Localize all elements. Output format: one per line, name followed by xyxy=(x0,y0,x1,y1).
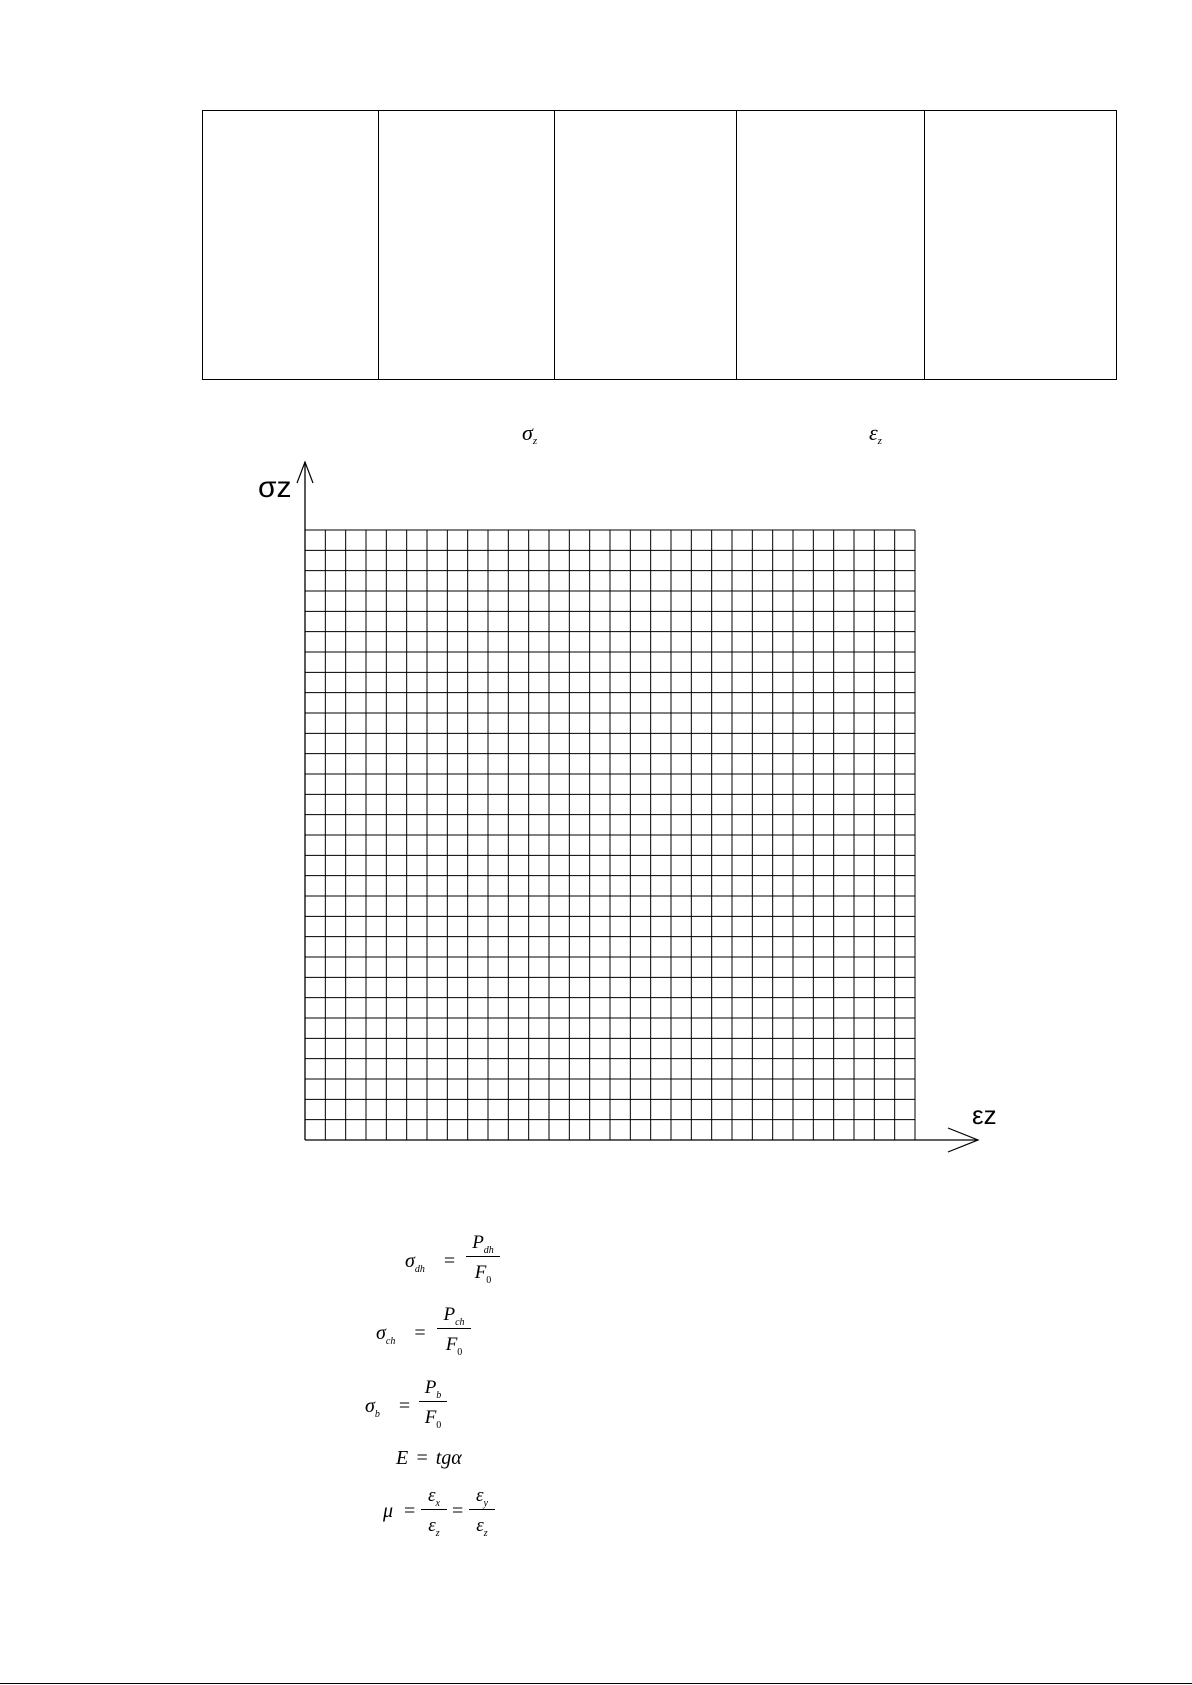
formula-num-sub: y xyxy=(483,1498,488,1509)
formula-num: P xyxy=(443,1304,456,1325)
formula-sigma-dh xyxy=(405,1250,455,1273)
formula-sigma-b xyxy=(365,1395,410,1418)
caption-sigma-subscript: z xyxy=(532,435,538,447)
formula-den: F xyxy=(445,1334,458,1355)
formula-poisson-eq2 xyxy=(452,1500,463,1523)
formula-num-sub: x xyxy=(435,1498,440,1509)
formula-num-sub: ch xyxy=(455,1317,465,1328)
formula-lhs-sub: ch xyxy=(385,1336,396,1347)
formula-eq: = xyxy=(443,1250,456,1272)
formula-sigma-ch-fraction xyxy=(437,1304,471,1358)
formula-eq: = xyxy=(452,1500,464,1522)
page-bottom-rule xyxy=(0,1683,1192,1684)
formula-lhs-sub: b xyxy=(374,1409,380,1420)
formula-lhs: σ xyxy=(365,1395,375,1417)
formula-lhs: σ xyxy=(405,1250,415,1272)
caption-epsilon-subscript: z xyxy=(877,435,882,447)
formula-num: ε xyxy=(428,1485,436,1506)
formula-sigma-dh-fraction xyxy=(466,1232,500,1286)
formula-den: F xyxy=(474,1262,487,1283)
formula-den: ε xyxy=(428,1515,436,1536)
formula-num-sub: b xyxy=(436,1390,442,1401)
x-axis-label-text: εz xyxy=(972,1100,997,1130)
formula-den: F xyxy=(424,1407,437,1428)
formula-eq: = xyxy=(398,1395,411,1417)
y-axis-label-text: σz xyxy=(258,471,292,504)
formula-poisson-lhs xyxy=(383,1500,415,1523)
formula-num: P xyxy=(424,1377,437,1398)
formula-den-sub: z xyxy=(483,1528,488,1539)
formula-lhs: σ xyxy=(376,1322,386,1344)
caption-sigma-symbol: σ xyxy=(522,420,533,445)
formula-eq: = xyxy=(404,1500,416,1522)
formula-num-sub: dh xyxy=(483,1245,494,1256)
formula-num: ε xyxy=(476,1485,484,1506)
formula-poisson-fraction-1 xyxy=(421,1485,447,1539)
formula-text: E = tgα xyxy=(396,1447,462,1469)
formula-lhs: μ xyxy=(383,1500,394,1522)
formula-num: P xyxy=(472,1232,484,1253)
formula-poisson-fraction-2 xyxy=(469,1485,495,1539)
formula-eq: = xyxy=(414,1322,426,1344)
formula-sigma-b-fraction xyxy=(419,1377,447,1431)
formula-den: ε xyxy=(476,1515,484,1536)
formula-den-sub: 0 xyxy=(486,1275,492,1286)
formula-den-sub: z xyxy=(435,1528,440,1539)
formula-lhs-sub: dh xyxy=(414,1264,425,1275)
formula-sigma-ch xyxy=(376,1322,426,1345)
formula-young-modulus xyxy=(396,1447,462,1470)
caption-epsilon-symbol: ε xyxy=(869,420,878,445)
formula-den-sub: 0 xyxy=(457,1347,463,1358)
formula-den-sub: 0 xyxy=(436,1420,442,1431)
grid-lines xyxy=(305,530,915,1140)
